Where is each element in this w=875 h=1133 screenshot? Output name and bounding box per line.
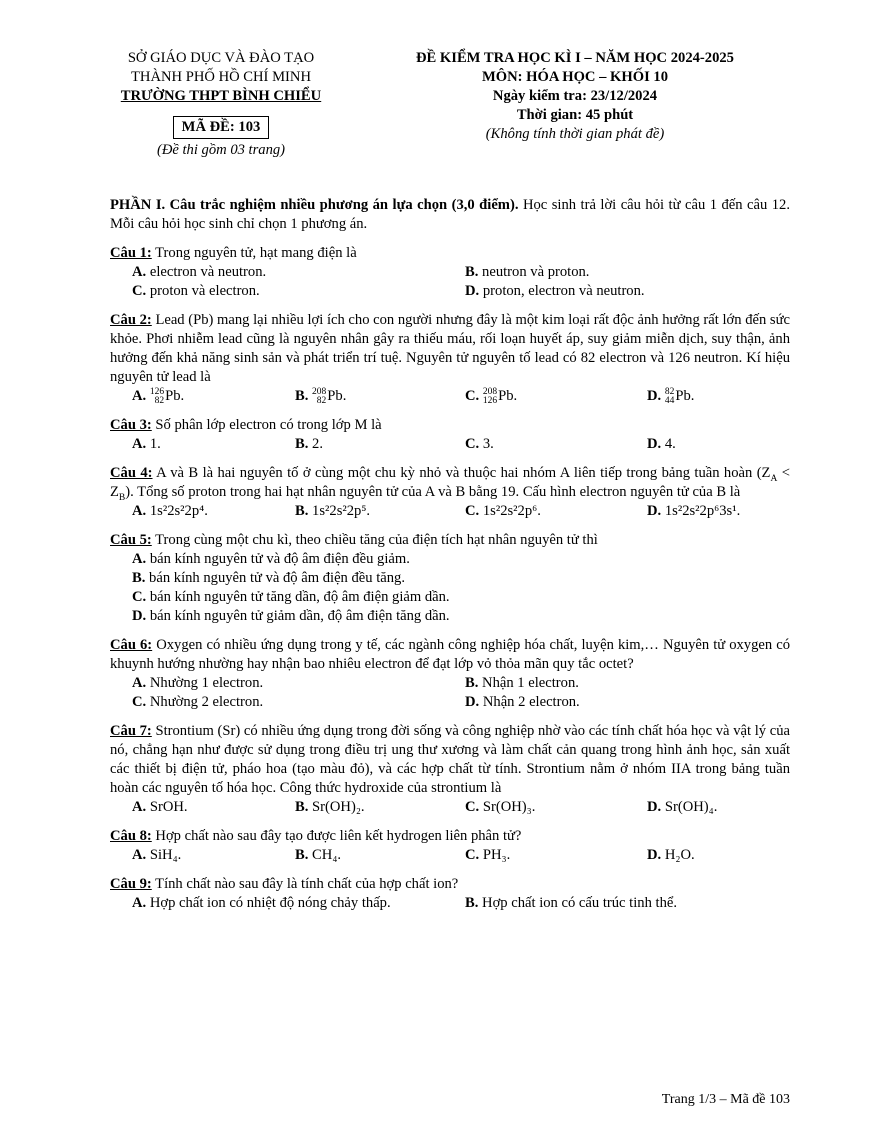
- option-a: A. Hợp chất ion có nhiệt độ nóng chảy thấp.: [132, 895, 391, 911]
- option-a: A. bán kính nguyên tử và độ âm điện đều giảm.: [132, 551, 410, 567]
- option-d: D. bán kính nguyên tử giảm dần, độ âm điện tăng dần.: [132, 608, 450, 624]
- option-b: B. Nhận 1 electron.: [465, 675, 579, 691]
- option-c: C. 208 126 Pb.: [465, 387, 518, 406]
- question-text: Trong cùng một chu kì, theo chiều tăng của điện tích hạt nhân nguyên tử thì: [151, 532, 598, 548]
- option-d: D. 1s²2s²2p⁶3s¹.: [647, 503, 741, 519]
- question-text: Lead (Pb) mang lại nhiều lợi ích cho con người nhưng đây là một kim loại rất độc ảnh hưởng rất lớn đến sức khỏe. Phơi nhiễm lead cũng là nguyên nhân gây ra thiếu máu, rối loạn huyết áp, suy giảm miễn dịch, suy thận, ảnh hưởng đến khả năng sinh sản và phát triển trí tuệ. Nguyên tử nguyên tố lead có 82 electron và 126 neutron. Kí hiệu nguyên tử lead là: [110, 312, 790, 385]
- option-c: C. PH₃.: [465, 847, 511, 863]
- question-text: Trong nguyên tử, hạt mang điện là: [151, 245, 357, 261]
- exam-title: ĐỀ KIỂM TRA HỌC KÌ I – NĂM HỌC 2024-2025: [416, 50, 734, 66]
- page-footer: Trang 1/3 – Mã đề 103: [661, 1092, 790, 1107]
- option-d: D. Nhận 2 electron.: [465, 694, 580, 710]
- option-b: B. CH₄.: [295, 847, 342, 863]
- question-text: Strontium (Sr) có nhiều ứng dụng trong đời sống và công nghiệp nhờ vào các tính chất hóa học và vật lý của nó, chẳng hạn như được sử dụng trong điều trị ung thư xương và làm chất cản quang trong hình ảnh học, sản xuất các thiết bị điện tử, pháo hoa (tạo màu đỏ), và các hợp chất từ tính. Strontium nằm ở nhóm IIA trong bảng tuần hoàn các nguyên tố hóa học. Công thức hydroxide của strontium là: [110, 723, 790, 796]
- question-label: Câu 4:: [110, 465, 153, 481]
- option-a: A. 1s²2s²2p⁴.: [132, 503, 208, 519]
- question-label: Câu 7:: [110, 723, 152, 739]
- option-c: C. 3.: [465, 436, 494, 452]
- exam-date: Ngày kiểm tra: 23/12/2024: [492, 88, 658, 104]
- option-b: B. 1s²2s²2p⁵.: [295, 503, 371, 519]
- question-text: Số phân lớp electron có trong lớp M là: [151, 417, 382, 433]
- option-c: C. Sr(OH)₃.: [465, 799, 536, 815]
- question-text: Tính chất nào sau đây là tính chất của hợp chất ion?: [151, 876, 459, 892]
- option-c: C. proton và electron.: [132, 283, 260, 299]
- option-b: B. 208 82 Pb.: [295, 387, 347, 406]
- option-a: A. 126 82 Pb.: [132, 387, 185, 406]
- part1-intro: [110, 196, 790, 234]
- question-7: [110, 722, 790, 817]
- option-b: B. Sr(OH)₂.: [295, 799, 365, 815]
- option-d: D. 82 44 Pb.: [647, 387, 695, 406]
- question-label: Câu 8:: [110, 828, 152, 844]
- school-name: TRƯỜNG THPT BÌNH CHIỂU: [120, 88, 322, 104]
- header-left: [92, 49, 350, 160]
- question-label: Câu 6:: [110, 637, 153, 653]
- duration-note: (Không tính thời gian phát đề): [485, 126, 665, 142]
- question-2: [110, 311, 790, 406]
- option-d: D. Sr(OH)₄.: [647, 799, 718, 815]
- option-b: B. bán kính nguyên tử và độ âm điện đều tăng.: [132, 570, 405, 586]
- question-3: [110, 416, 790, 454]
- option-b: B. neutron và proton.: [465, 264, 590, 280]
- option-a: A. 1.: [132, 436, 161, 452]
- department-name: SỞ GIÁO DỤC VÀ ĐÀO TẠO: [127, 50, 315, 66]
- option-a: A. Nhường 1 electron.: [132, 675, 264, 691]
- option-d: D. H₂O.: [647, 847, 695, 863]
- option-a: A. SiH₄.: [132, 847, 182, 863]
- question-text: Hợp chất nào sau đây tạo được liên kết hydrogen liên phân tử?: [151, 828, 522, 844]
- question-6: [110, 636, 790, 712]
- question-label: Câu 5:: [110, 532, 152, 548]
- option-a: A. SrOH.: [132, 799, 188, 815]
- question-label: Câu 2:: [110, 312, 152, 328]
- part1-instruction: Học sinh trả lời câu hỏi từ câu 1 đến câu 12. Mỗi câu hỏi học sinh chỉ chọn 1 phương án.: [110, 197, 790, 232]
- option-c: C. Nhường 2 electron.: [132, 694, 264, 710]
- exam-duration: Thời gian: 45 phút: [516, 107, 634, 123]
- option-c: C. 1s²2s²2p⁶.: [465, 503, 541, 519]
- pages-note: (Đề thi gồm 03 trang): [156, 142, 286, 158]
- question-5: [110, 531, 790, 626]
- question-text: Oxygen có nhiều ứng dụng trong y tế, các ngành công nghiệp hóa chất, luyện kim,… Nguyên tử oxygen có khuynh hướng nhường hay nhận bao nhiêu electron để đạt lớp vỏ thỏa mãn quy tắc octet?: [110, 637, 791, 672]
- option-b: B. Hợp chất ion có cấu trúc tinh thể.: [465, 895, 677, 911]
- question-label: Câu 1:: [110, 245, 152, 261]
- option-c: C. bán kính nguyên tử tăng dần, độ âm điện giảm dần.: [132, 589, 450, 605]
- question-1: [110, 244, 790, 301]
- option-d: D. 4.: [647, 436, 676, 452]
- header-right: [360, 49, 790, 144]
- question-label: Câu 3:: [110, 417, 152, 433]
- part1-title: PHẦN I. Câu trắc nghiệm nhiều phương án lựa chọn (3,0 điểm).: [110, 197, 519, 213]
- question-9: [110, 875, 790, 913]
- exam-content: [110, 196, 790, 913]
- city-name: THÀNH PHỐ HỒ CHÍ MINH: [131, 69, 311, 85]
- option-a: A. electron và neutron.: [132, 264, 267, 280]
- question-4: Câu 4: A và B là hai nguyên tố ở cùng một chu kỳ nhỏ và thuộc hai nhóm A liên tiếp trong bảng tuần hoàn $(Z_A < Z_B)$. Tổng số proton trong hai hạt nhân nguyên tử của A và B bằng 19. Cấu hình electron nguyên tử của B là A. 1s²2s²2p⁴. B. 1s²2s²2p⁵. C. 1s²2s²2p⁶. D. 1s²2s²2p⁶3s¹.: [110, 464, 790, 521]
- question-label: Câu 9:: [110, 876, 152, 892]
- question-8: [110, 827, 790, 865]
- exam-code-box: MÃ ĐỀ: 103: [173, 116, 270, 139]
- option-b: B. 2.: [295, 436, 323, 452]
- option-d: D. proton, electron và neutron.: [465, 283, 645, 299]
- subject-line: MÔN: HÓA HỌC – KHỐI 10: [481, 69, 669, 85]
